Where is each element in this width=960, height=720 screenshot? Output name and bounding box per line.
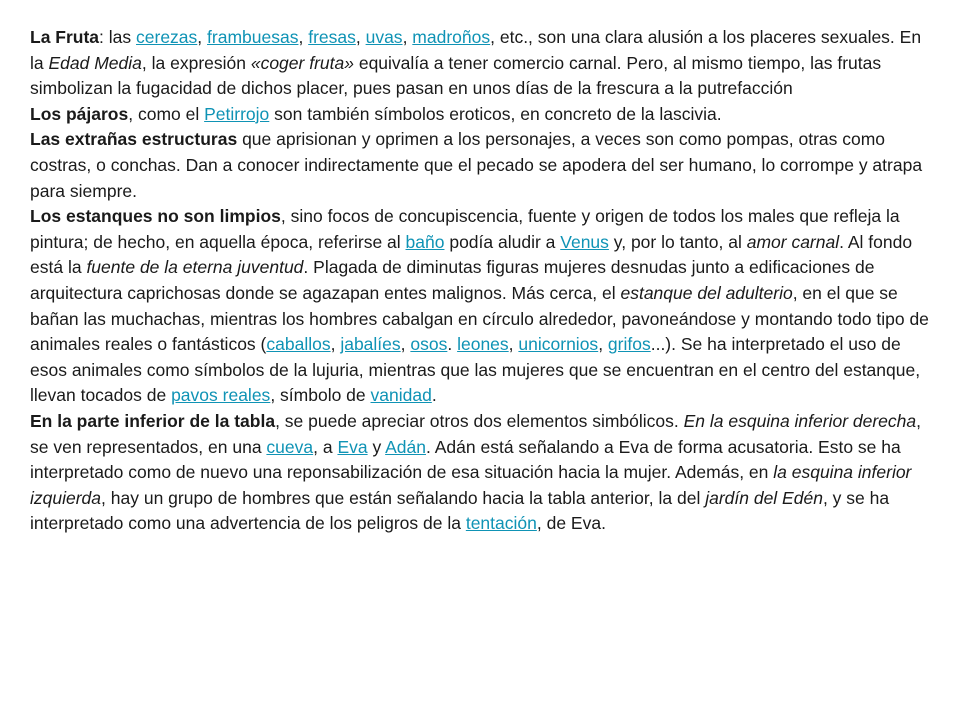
text-run: que aprisionan y oprimen a los personajes, a veces son como pompas, otras como costras, o conchas. Dan a conocer indirectamente que el pecado se apodera del ser humano, lo corrompe y atrapa para siempre. <box>30 129 923 201</box>
link-pavos-reales[interactable]: pavos reales <box>171 385 271 406</box>
link-tentacion[interactable]: tentación <box>465 513 537 534</box>
link-fresas[interactable]: fresas <box>308 27 356 47</box>
link-cerezas[interactable]: cerezas <box>136 27 198 47</box>
text-run: , <box>402 27 413 47</box>
bold-heading: Los estanques no son limpios <box>30 206 281 227</box>
text-run: , <box>400 334 411 355</box>
text-run: , hay un grupo de hombres que están señalando hacia la tabla anterior, la del <box>101 487 706 508</box>
document-body <box>30 25 930 537</box>
paragraph-fruta <box>30 25 930 102</box>
italic-phrase: jardín del Edén <box>705 487 823 508</box>
paragraph-estructuras <box>30 127 930 204</box>
paragraph-pajaros <box>30 102 930 128</box>
text-run: , <box>508 334 519 355</box>
link-caballos[interactable]: caballos <box>266 334 331 355</box>
text-run: , <box>298 27 309 47</box>
link-madronos[interactable]: madroños <box>412 27 491 47</box>
text-run: . Plagada de diminutas figuras mujeres desnudas junto a edificaciones de arquitectura caprichosas donde se agazapan entes malignos. Más cerca, el <box>30 257 875 303</box>
italic-phrase: estanque del adulterio <box>620 282 793 303</box>
italic-phrase: Edad Media <box>48 52 142 73</box>
text-run: , <box>330 334 341 355</box>
text-run: ...). Se ha interpretado el uso de esos animales como símbolos de la lujuria, mientras que las mujeres que se encuentran en el centro del estanque, llevan tocados de <box>30 334 921 406</box>
link-unicornios[interactable]: unicornios <box>518 334 599 355</box>
text-run: . <box>447 334 458 355</box>
italic-phrase: la esquina inferior izquierda <box>30 462 912 508</box>
text-run: , como el <box>128 103 205 124</box>
text-run: : las <box>99 27 137 47</box>
bold-heading: Los pájaros <box>30 103 129 124</box>
bold-heading: La Fruta <box>30 27 100 47</box>
italic-phrase: fuente de la eterna juventud <box>86 257 304 278</box>
italic-phrase: En la esquina inferior derecha <box>683 410 917 431</box>
link-grifos[interactable]: grifos <box>607 334 651 355</box>
text-run: y <box>367 436 386 457</box>
text-run: y, por lo tanto, al <box>608 231 747 252</box>
text-run: . Al fondo está la <box>30 231 913 278</box>
text-run: , y se ha interpretado como una advertencia de los peligros de la <box>30 487 890 534</box>
text-run: , <box>598 334 608 355</box>
bold-heading: En la parte inferior de la tabla <box>30 410 276 431</box>
text-run: , sino focos de concupiscencia, fuente y origen de todos los males que refleja la pintura; de hecho, en aquella época, referirse al <box>30 206 900 252</box>
link-uvas[interactable]: uvas <box>365 27 403 47</box>
link-frambuesas[interactable]: frambuesas <box>207 27 299 47</box>
link-jabalies[interactable]: jabalíes <box>340 334 401 355</box>
text-run: , <box>197 27 208 47</box>
text-run: . <box>431 385 437 406</box>
text-run: , se ven representados, en una <box>30 410 922 457</box>
link-venus[interactable]: Venus <box>560 231 609 252</box>
link-osos[interactable]: osos <box>410 334 448 355</box>
text-run: podía aludir a <box>444 231 561 252</box>
paragraph-parte-inferior <box>30 409 930 537</box>
link-leones[interactable]: leones <box>457 334 509 355</box>
text-run: , etc., son una clara alusión a los placeres sexuales. En la <box>30 27 922 73</box>
text-run: . Adán está señalando a Eva de forma acusatoria. Esto se ha interpretado como de nuevo una reponsabilización de esa situación hacia la mujer. Además, en <box>30 436 901 483</box>
bold-heading: Las extrañas estructuras <box>30 129 238 150</box>
text-run: , en el que se bañan las muchachas, mientras los hombres cabalgan en círculo alrededor, pavoneándose y montando todo tipo de animales reales o fantásticos ( <box>30 282 929 355</box>
text-run: , símbolo de <box>270 385 371 406</box>
link-eva[interactable]: Eva <box>337 436 368 457</box>
link-adan[interactable]: Adán <box>385 436 426 457</box>
text-run: , se puede apreciar otros dos elementos simbólicos. <box>275 410 684 431</box>
text-run: , la expresión <box>141 52 251 73</box>
link-vanidad[interactable]: vanidad <box>370 385 432 406</box>
paragraph-estanques <box>30 204 930 409</box>
text-run: , a <box>313 436 338 457</box>
text-run: son también símbolos eroticos, en concreto de la lascivia. <box>269 103 722 124</box>
text-run: equivalía a tener comercio carnal. Pero, al mismo tiempo, las frutas simbolizan la fugacidad de dichos placer, pues pasan en unos días de la frescura a la putrefacción <box>30 52 882 99</box>
italic-phrase: «coger fruta» <box>250 52 354 73</box>
link-petirrojo[interactable]: Petirrojo <box>204 103 270 124</box>
link-bano[interactable]: baño <box>405 231 445 252</box>
italic-phrase: amor carnal <box>746 231 840 252</box>
text-run: , <box>355 27 366 47</box>
text-run: , de Eva. <box>536 513 606 534</box>
link-cueva[interactable]: cueva <box>266 436 314 457</box>
